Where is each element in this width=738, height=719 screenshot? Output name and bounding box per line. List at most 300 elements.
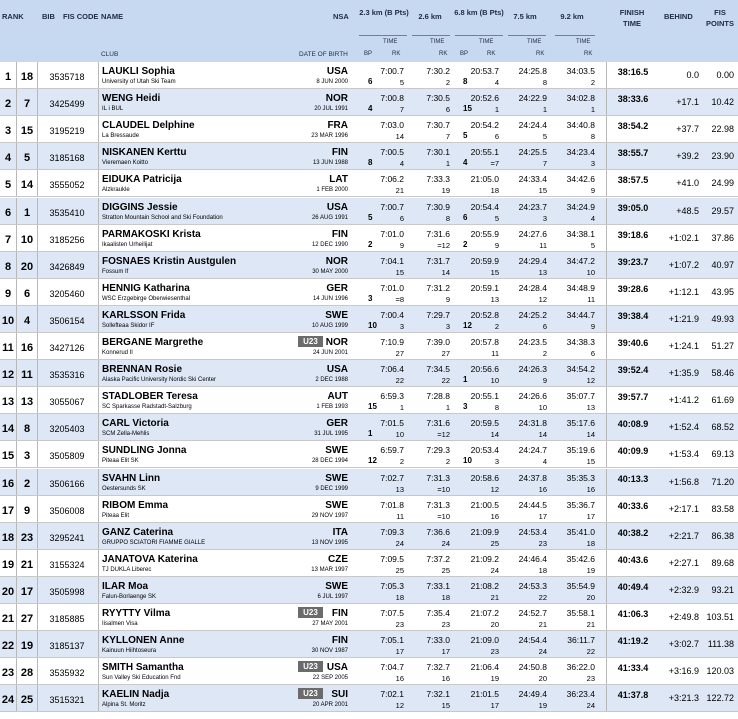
athlete-name: CLAUDEL Delphine (102, 120, 195, 132)
table-row (0, 387, 738, 414)
rank-cell: 14 (1, 423, 15, 436)
split-2-rank: 15 (441, 701, 450, 711)
split-4-rank: 2 (542, 349, 547, 358)
column-separator (98, 685, 99, 711)
athlete-club: Stratton Mountain School and Ski Foundation (102, 214, 223, 221)
split-2-rank: 18 (441, 592, 450, 602)
finish-time: 40:13.3 (617, 473, 649, 484)
column-separator (98, 523, 99, 549)
athlete-name: ILAR Moa (102, 580, 149, 592)
athlete-name: RIBOM Emma (102, 499, 169, 511)
date-of-birth: 31 JUL 1995 (314, 431, 348, 438)
table-row (0, 360, 738, 387)
split-3-rank: 13 (490, 294, 499, 304)
date-of-birth: 1 FEB 1993 (316, 404, 348, 411)
time-behind: +41.0 (676, 178, 699, 189)
athlete-club: SCM Zella-Mehlis (102, 431, 150, 438)
rank-cell: 1 (4, 71, 12, 83)
split-2-rank: =10 (437, 484, 450, 494)
column-separator (98, 333, 99, 359)
time-behind: +1:53.4 (668, 449, 699, 460)
split-3-rank: 10 (490, 376, 499, 386)
nsa-code: CZE (328, 553, 348, 565)
split-2-rank: 1 (445, 159, 450, 169)
athlete-club: Fossum If (102, 268, 129, 275)
rank-cell: 2 (4, 98, 12, 111)
split-3-rank: 20 (490, 620, 499, 629)
finish-time: 40:43.6 (617, 554, 649, 565)
split-5-rank: 9 (590, 186, 595, 196)
athlete-name: KARLSSON Frida (102, 309, 186, 321)
header-split-5: 9.2 km (560, 12, 584, 21)
fis-points: 24.99 (711, 178, 734, 189)
athlete-club: Alzkraukle (102, 187, 130, 194)
split-2-time: 7:35.4 (426, 608, 450, 618)
split-3-rank: 12 (490, 484, 499, 494)
date-of-birth: 2 DEC 1988 (315, 377, 348, 384)
table-row (0, 550, 738, 577)
split-2-rank: =12 (437, 430, 450, 440)
date-of-birth: 10 AUG 1999 (311, 322, 348, 329)
header-split-1: 2.3 km (B Pts) (359, 8, 409, 17)
table-row (0, 631, 738, 658)
athlete-club: GRUPPO SCIATORI FIAMME GIALLE (102, 539, 206, 546)
split-4-rank: 17 (538, 511, 547, 521)
header-behind: BEHIND (664, 12, 693, 21)
split-3-time: 21:00.5 (470, 499, 499, 510)
split-3-time: 21:06.4 (470, 662, 499, 673)
split-2-rank: 3 (445, 321, 450, 331)
fis-points: 23.90 (711, 151, 734, 162)
split-2-time: 7:34.5 (426, 364, 450, 375)
split-5-rank: 12 (586, 376, 595, 386)
split-4-rank: 13 (538, 267, 547, 277)
finish-time: 39:18.6 (617, 229, 649, 240)
split-5-rank: 22 (586, 647, 595, 657)
split-3-time: 20:54.2 (470, 120, 499, 131)
split-3-time: 20:57.8 (470, 337, 499, 347)
rank-cell: 6 (4, 206, 12, 219)
split-4-rank: 20 (538, 674, 547, 684)
split-3-time: 20:59.1 (470, 282, 499, 293)
fis-points: 69.13 (711, 449, 734, 460)
nsa-code: USA (326, 662, 348, 674)
time-behind: +2:21.7 (668, 530, 699, 541)
header-rk-4: RK (536, 51, 545, 57)
table-row (0, 523, 738, 550)
split-3-time: 20:53.7 (470, 66, 499, 76)
table-row (0, 685, 738, 712)
split-1-rank: 25 (395, 565, 404, 575)
split-2-time: 7:32.7 (426, 662, 450, 673)
split-4-time: 24:50.8 (518, 662, 547, 673)
rank-cell: 12 (1, 369, 15, 382)
fis-code-cell: 3295241 (49, 532, 85, 543)
fis-code-cell: 3535410 (49, 207, 85, 218)
split-1-bonus-points: 2 (368, 239, 373, 249)
split-4-rank: 9 (542, 376, 547, 386)
split-3-time: 20:55.9 (470, 228, 499, 239)
fis-points: 29.57 (711, 205, 734, 216)
fis-points: 86.38 (711, 530, 734, 541)
time-behind: +1:02.1 (668, 232, 699, 243)
fis-points: 58.46 (711, 368, 734, 379)
header-split-4: 7.5 km (513, 12, 537, 21)
fis-points: 111.38 (707, 639, 734, 650)
fis-points: 61.69 (711, 395, 734, 406)
nsa-code: SWE (325, 472, 348, 484)
split-5-time: 35:19.6 (566, 445, 595, 456)
split-3-time: 20:52.6 (470, 93, 499, 104)
split-2-rank: 8 (445, 213, 450, 223)
split-2-rank: 2 (445, 457, 450, 467)
split-3-bonus-points: 12 (463, 320, 472, 330)
split-2-rank: 9 (445, 294, 450, 304)
athlete-club: University of Utah Ski Team (102, 79, 176, 85)
split-4-rank: 1 (542, 105, 547, 115)
athlete-name: DIGGINS Jessie (102, 201, 178, 213)
split-3-time: 20:54.4 (470, 201, 499, 212)
split-5-rank: 1 (590, 105, 595, 115)
fis-code-cell: 3185256 (49, 234, 85, 245)
split-1-time: 7:10.9 (380, 337, 404, 347)
split-1-rank: 23 (395, 620, 404, 629)
fis-points: 89.68 (711, 557, 734, 568)
column-separator (98, 577, 99, 603)
rank-cell: 11 (2, 342, 14, 354)
fis-code-cell: 3185137 (49, 641, 85, 652)
header-finish-time: FINISH TIME (619, 8, 645, 28)
split-5-rank: 5 (590, 240, 595, 250)
split-5-rank: 18 (586, 538, 595, 548)
split-5-time: 34:44.7 (566, 309, 595, 320)
split-3-rank: 8 (494, 403, 499, 413)
athlete-club: Falun-Borlaenge SK (102, 593, 157, 600)
athlete-name: SMITH Samantha (102, 662, 184, 674)
split-5-rank: 17 (586, 511, 595, 521)
date-of-birth: 9 DEC 1999 (315, 485, 348, 492)
split-5-rank: 11 (587, 294, 595, 304)
bib-cell: 6 (23, 287, 31, 300)
split-2-time: 7:33.1 (426, 580, 450, 591)
fis-points: 40.97 (711, 259, 734, 270)
table-row (0, 143, 738, 170)
split-3-rank: 14 (490, 430, 499, 440)
split-5-rank: 10 (586, 267, 595, 277)
rank-cell: 10 (1, 314, 15, 327)
athlete-club: WSC Erzgebirge Oberwiesenthal (102, 295, 191, 302)
table-row (0, 658, 738, 685)
header-rk-3: RK (487, 51, 496, 57)
time-behind: 0.0 (686, 70, 699, 80)
split-1-rank: 18 (395, 592, 404, 602)
split-1-bonus-points: 4 (368, 104, 373, 114)
fis-code-cell: 3425499 (49, 99, 85, 110)
nsa-code: SWE (325, 580, 348, 592)
date-of-birth: 22 SEP 2005 (312, 675, 348, 682)
fis-code-cell: 3535316 (49, 370, 85, 381)
split-3-rank: 3 (494, 457, 499, 467)
rank-cell: 4 (4, 152, 12, 165)
fis-points: 93.21 (711, 584, 734, 595)
split-2-rank: 14 (441, 267, 450, 277)
split-1-rank: 3 (399, 321, 404, 331)
date-of-birth: 26 AUG 1991 (311, 214, 348, 221)
fis-code-cell: 3505998 (49, 586, 85, 597)
split-4-time: 24:44.5 (518, 499, 547, 510)
split-3-bonus-points: 3 (463, 402, 468, 412)
split-4-rank: 8 (542, 78, 547, 87)
split-4-time: 24:25.5 (518, 147, 547, 158)
split-2-time: 7:31.7 (426, 255, 450, 266)
split-3-bonus-points: 5 (463, 131, 468, 141)
split-3-time: 21:07.2 (470, 608, 499, 618)
split-4-rank: 16 (538, 484, 547, 494)
split-4-time: 24:52.7 (518, 608, 547, 618)
athlete-name: LAUKLI Sophia (102, 66, 175, 77)
date-of-birth: 6 JUL 1997 (317, 593, 348, 600)
nsa-code: USA (326, 66, 348, 77)
athlete-name: RYYTTY Vilma (102, 608, 171, 619)
date-of-birth: 8 JUN 2000 (316, 79, 348, 85)
date-of-birth: 14 JUN 1996 (312, 295, 348, 302)
split-1-rank: 6 (399, 213, 404, 223)
split-1-time: 7:01.5 (380, 418, 404, 429)
split-4-time: 24:27.6 (518, 228, 547, 239)
split-1-bonus-points: 8 (368, 158, 373, 168)
column-separator (98, 170, 99, 196)
header-time-4: TIME (527, 39, 542, 45)
u23-badge: U23 (298, 607, 323, 618)
table-row (0, 333, 738, 360)
split-3-time: 20:59.5 (470, 418, 499, 429)
fis-code-cell: 3427126 (49, 343, 85, 353)
split-1-time: 7:01.8 (380, 499, 404, 510)
split-4-time: 24:46.4 (518, 553, 547, 564)
split-3-time: 20:58.6 (470, 472, 499, 483)
column-separator (98, 658, 99, 684)
split-2-time: 7:28.8 (426, 391, 450, 402)
split-5-rank: 21 (586, 620, 595, 629)
split-5-time: 35:17.6 (566, 418, 595, 429)
table-row (0, 496, 738, 523)
split-2-rank: 22 (441, 376, 450, 386)
nsa-code: SWE (325, 499, 348, 511)
fis-points: 51.27 (711, 341, 734, 351)
split-4-time: 24:23.7 (518, 201, 547, 212)
nsa-code: SWE (325, 309, 348, 321)
bib-cell: 21 (20, 558, 34, 571)
fis-points: 22.98 (711, 124, 734, 135)
bib-cell: 1 (23, 206, 31, 219)
fis-code-cell: 3055067 (49, 397, 85, 408)
athlete-name: CARL Victoria (102, 418, 169, 430)
bib-cell: 7 (23, 98, 31, 111)
athlete-name: KYLLONEN Anne (102, 635, 185, 647)
bib-cell: 16 (20, 342, 34, 354)
column-separator (98, 198, 99, 224)
rank-cell: 7 (4, 233, 12, 246)
split-2-rank: 24 (441, 538, 450, 548)
time-behind: +1:52.4 (668, 422, 699, 433)
split-5-time: 36:22.0 (566, 662, 595, 673)
split-1-rank: 12 (395, 701, 404, 711)
nsa-code: FRA (327, 120, 348, 132)
column-separator (98, 631, 99, 657)
fis-points: 83.58 (711, 503, 734, 514)
split-1-rank: 27 (395, 349, 404, 358)
split-3-rank: 17 (490, 701, 499, 711)
rank-cell: 22 (1, 640, 15, 653)
bib-cell: 4 (23, 314, 31, 327)
split-4-rank: 10 (538, 403, 547, 413)
fis-code-cell: 3205460 (49, 288, 85, 299)
split-2-rank: 2 (445, 78, 450, 87)
fis-code-cell: 3555052 (49, 180, 85, 191)
split-5-time: 35:07.7 (566, 391, 595, 402)
split-1-rank: 11 (396, 511, 404, 521)
split-5-time: 36:11.7 (567, 635, 595, 646)
header-nsa: NSA (333, 12, 349, 21)
table-row (0, 577, 738, 604)
athlete-club: Alpina St. Moritz (102, 702, 146, 709)
nsa-code: GER (326, 418, 348, 430)
split-1-rank: 15 (395, 267, 404, 277)
athlete-name: FOSNAES Kristin Austgulen (102, 255, 237, 267)
divider (508, 35, 546, 36)
split-3-rank: 16 (490, 511, 499, 521)
divider (359, 35, 407, 36)
time-behind: +37.7 (676, 124, 699, 135)
split-4-time: 24:29.4 (518, 255, 547, 266)
finish-time: 38:57.5 (617, 175, 649, 186)
column-separator (98, 604, 99, 630)
fis-code-cell: 3195219 (49, 126, 85, 137)
rank-cell: 5 (4, 179, 12, 192)
split-5-rank: 20 (586, 592, 595, 602)
split-4-rank: 4 (542, 457, 547, 467)
header-rk-5: RK (584, 51, 593, 57)
split-1-rank: 5 (399, 78, 404, 87)
header-fis-code: FIS CODE (63, 12, 99, 21)
date-of-birth: 13 MAR 1997 (311, 566, 348, 573)
column-separator (98, 116, 99, 142)
date-of-birth: 12 DEC 1990 (311, 241, 348, 248)
time-behind: +39.2 (676, 151, 699, 162)
finish-time: 39:52.4 (617, 365, 649, 376)
split-2-time: 7:39.0 (426, 337, 450, 347)
split-1-rank: 17 (395, 647, 404, 657)
divider (555, 35, 595, 36)
split-2-rank: 23 (441, 620, 450, 629)
split-4-time: 24:53.4 (518, 526, 547, 537)
bib-cell: 25 (20, 694, 34, 707)
date-of-birth: 30 MAY 2000 (312, 268, 348, 275)
time-behind: +1:56.8 (668, 476, 699, 487)
split-3-rank: 24 (490, 565, 499, 575)
split-3-rank: 21 (490, 592, 499, 602)
split-1-bonus-points: 3 (368, 293, 373, 303)
split-4-rank: 6 (542, 321, 547, 331)
split-1-time: 7:02.1 (380, 689, 404, 700)
split-5-time: 34:48.9 (566, 282, 595, 293)
split-4-time: 24:53.3 (518, 580, 547, 591)
split-5-rank: 16 (586, 484, 595, 494)
bib-cell: 14 (20, 179, 34, 192)
time-behind: +3:21.3 (668, 693, 699, 704)
rank-cell: 24 (1, 694, 15, 707)
table-row (0, 116, 738, 143)
athlete-club: Piteaa Elit (102, 512, 130, 519)
split-4-rank: 7 (542, 159, 547, 169)
date-of-birth: 20 APR 2001 (312, 702, 348, 709)
column-separator (98, 62, 99, 88)
finish-time: 40:08.9 (617, 419, 649, 430)
finish-time: 38:33.6 (617, 94, 649, 105)
split-3-rank: 11 (491, 349, 499, 358)
athlete-club: Piteaa Elit SK (102, 458, 139, 465)
split-5-time: 35:42.6 (566, 553, 595, 564)
athlete-name: BERGANE Margrethe (102, 337, 204, 348)
fis-points: 0.00 (716, 70, 734, 80)
split-1-rank: 21 (395, 186, 404, 196)
split-4-rank: 23 (538, 538, 547, 548)
u23-badge: U23 (298, 661, 323, 672)
time-behind: +1:12.1 (668, 286, 699, 297)
split-2-rank: 7 (445, 132, 450, 142)
split-5-rank: 2 (590, 78, 595, 87)
split-3-rank: 23 (490, 647, 499, 657)
bib-cell: 19 (20, 640, 34, 653)
header-rk-2: RK (439, 51, 448, 57)
bib-cell: 27 (20, 613, 34, 625)
split-3-time: 20:53.4 (470, 445, 499, 456)
athlete-name: HENNIG Katharina (102, 282, 190, 294)
split-2-time: 7:31.6 (426, 418, 450, 429)
rank-cell: 8 (4, 260, 12, 273)
split-1-time: 7:05.1 (380, 635, 404, 646)
nsa-code: FIN (331, 228, 348, 240)
time-behind: +3:02.7 (668, 639, 699, 650)
finish-time: 41:37.8 (617, 690, 649, 701)
date-of-birth: 13 JUN 1988 (312, 160, 348, 167)
bib-cell: 13 (20, 396, 34, 409)
split-3-bonus-points: 1 (463, 375, 468, 385)
finish-time: 41:19.2 (617, 636, 649, 647)
finish-time: 38:55.7 (617, 148, 649, 159)
split-2-rank: 19 (441, 186, 450, 196)
table-row (0, 62, 738, 89)
split-5-rank: 3 (590, 159, 595, 169)
athlete-name: KAELIN Nadja (102, 689, 170, 701)
split-4-rank: 11 (539, 240, 547, 250)
table-row (0, 604, 738, 631)
fis-points: 10.42 (711, 97, 734, 108)
split-3-rank: 6 (494, 132, 499, 142)
time-behind: +2:27.1 (668, 557, 699, 568)
split-2-time: 7:32.1 (426, 689, 450, 700)
split-3-time: 21:09.0 (470, 635, 499, 646)
split-3-rank: 25 (490, 538, 499, 548)
athlete-club: Konnerud Il (102, 350, 133, 356)
column-separator (98, 387, 99, 413)
split-1-bonus-points: 5 (368, 212, 373, 222)
split-1-rank: 16 (395, 674, 404, 684)
split-1-time: 7:09.5 (380, 553, 404, 564)
split-2-time: 7:33.3 (426, 174, 450, 185)
rank-cell: 19 (1, 558, 15, 571)
bib-cell: 9 (23, 504, 31, 517)
